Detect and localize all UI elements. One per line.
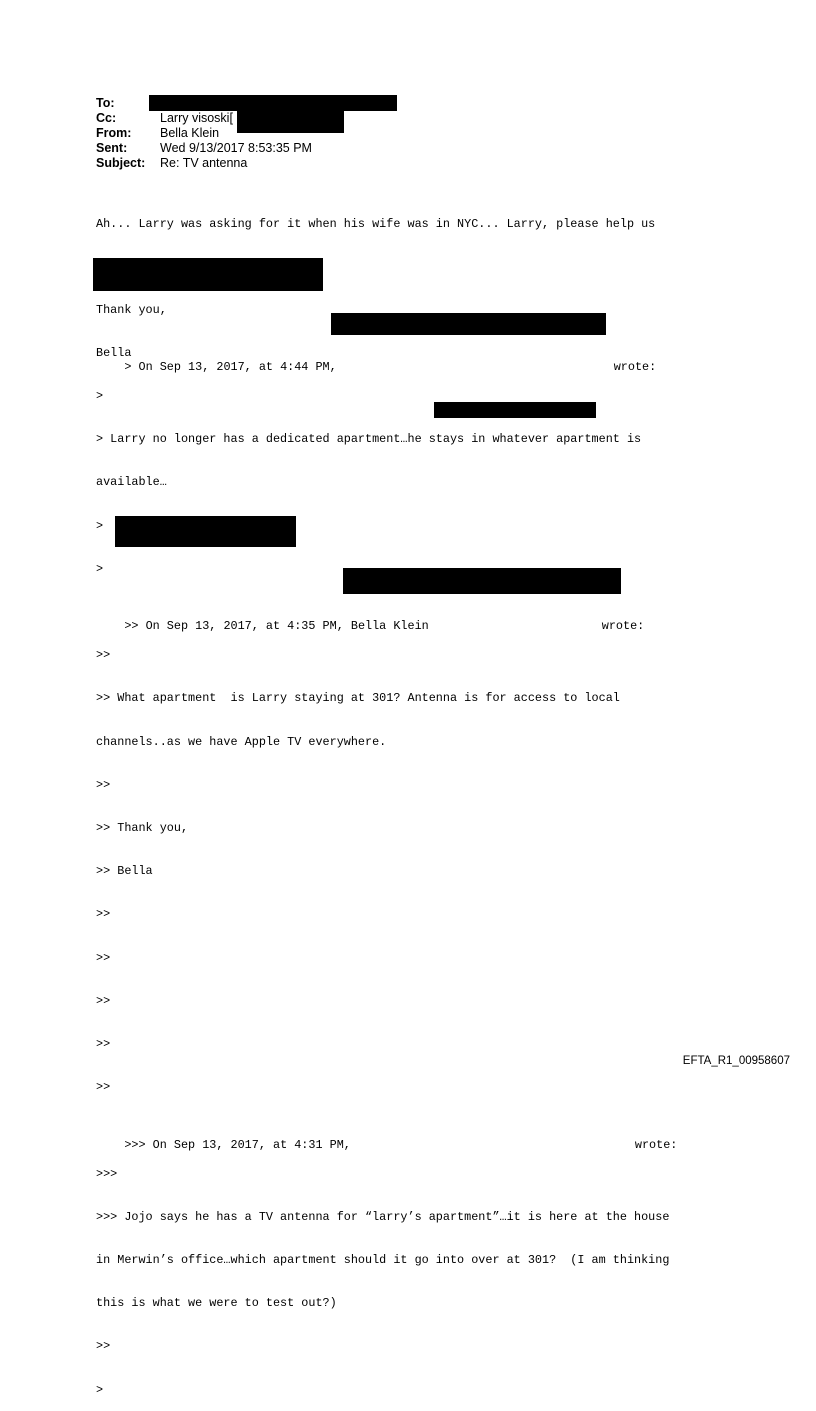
to-label: To: [96, 96, 115, 110]
quote-3-intro: >>> On Sep 13, 2017, at 4:31 PM, [124, 1137, 351, 1152]
quote-header-3 [96, 1123, 678, 1152]
subject-label: Subject: [96, 156, 146, 170]
quote-line: >>> Jojo says he has a TV antenna for “larry’s apartment”…it is here at the house [96, 1209, 670, 1224]
body-line: Bella [96, 346, 132, 361]
quote-1-intro: > On Sep 13, 2017, at 4:44 PM, [124, 360, 337, 375]
cc-value: Larry visoski[ [160, 111, 233, 125]
quote-line: > [96, 389, 104, 404]
quote-1-wrote: wrote: [613, 360, 657, 375]
quote-header-1 [96, 346, 677, 375]
quote-header-2 [96, 605, 677, 634]
quote-line: > Larry no longer has a dedicated apartment…he stays in whatever apartment is [96, 432, 642, 447]
quote-line: >> [96, 648, 111, 663]
redaction-cc-address [237, 111, 344, 133]
quote-line: available… [96, 475, 167, 490]
redaction-to-address [149, 95, 397, 111]
body-line: Ah... Larry was asking for it when his wife was in NYC... Larry, please help us [96, 216, 656, 231]
quote-line: > [96, 1382, 104, 1397]
quoted-thread [96, 317, 677, 1411]
quote-line: >> [96, 993, 111, 1008]
subject-value: Re: TV antenna [160, 156, 248, 170]
quote-line: >> [96, 1339, 111, 1354]
body-line: out. Should we return it? [96, 260, 273, 275]
sent-value: Wed 9/13/2017 8:53:35 PM [160, 141, 312, 155]
cc-label: Cc: [96, 111, 117, 125]
quote-line: >> [96, 1080, 111, 1095]
quote-line: > [96, 561, 104, 576]
quote-line: >>> [96, 1166, 118, 1181]
quote-2-intro: >> On Sep 13, 2017, at 4:35 PM, Bella Klein [124, 619, 429, 634]
quote-3-wrote: wrote: [634, 1137, 678, 1152]
quote-line: in Merwin’s office…which apartment should it go into over at 301? (I am thinking [96, 1253, 670, 1268]
quote-line: channels..as we have Apple TV everywhere. [96, 734, 387, 749]
quote-line: > [96, 518, 104, 533]
quote-line: >> Thank you, [96, 821, 189, 836]
from-label: From: [96, 126, 132, 140]
quote-2-wrote: wrote: [601, 619, 645, 634]
quote-line: >> Bella [96, 864, 153, 879]
from-value: Bella Klein [160, 126, 220, 140]
bates-number: EFTA_R1_00958607 [682, 1055, 790, 1067]
sent-label: Sent: [96, 141, 128, 155]
quote-line: >> [96, 1037, 111, 1052]
quote-line: >> [96, 950, 111, 965]
quote-line: >> [96, 777, 111, 792]
quote-line: this is what we were to test out?) [96, 1296, 337, 1311]
quote-line: >> [96, 907, 111, 922]
quote-line: >> What apartment is Larry staying at 301? Antenna is for access to local [96, 691, 620, 706]
body-line: Thank you, [96, 303, 167, 318]
